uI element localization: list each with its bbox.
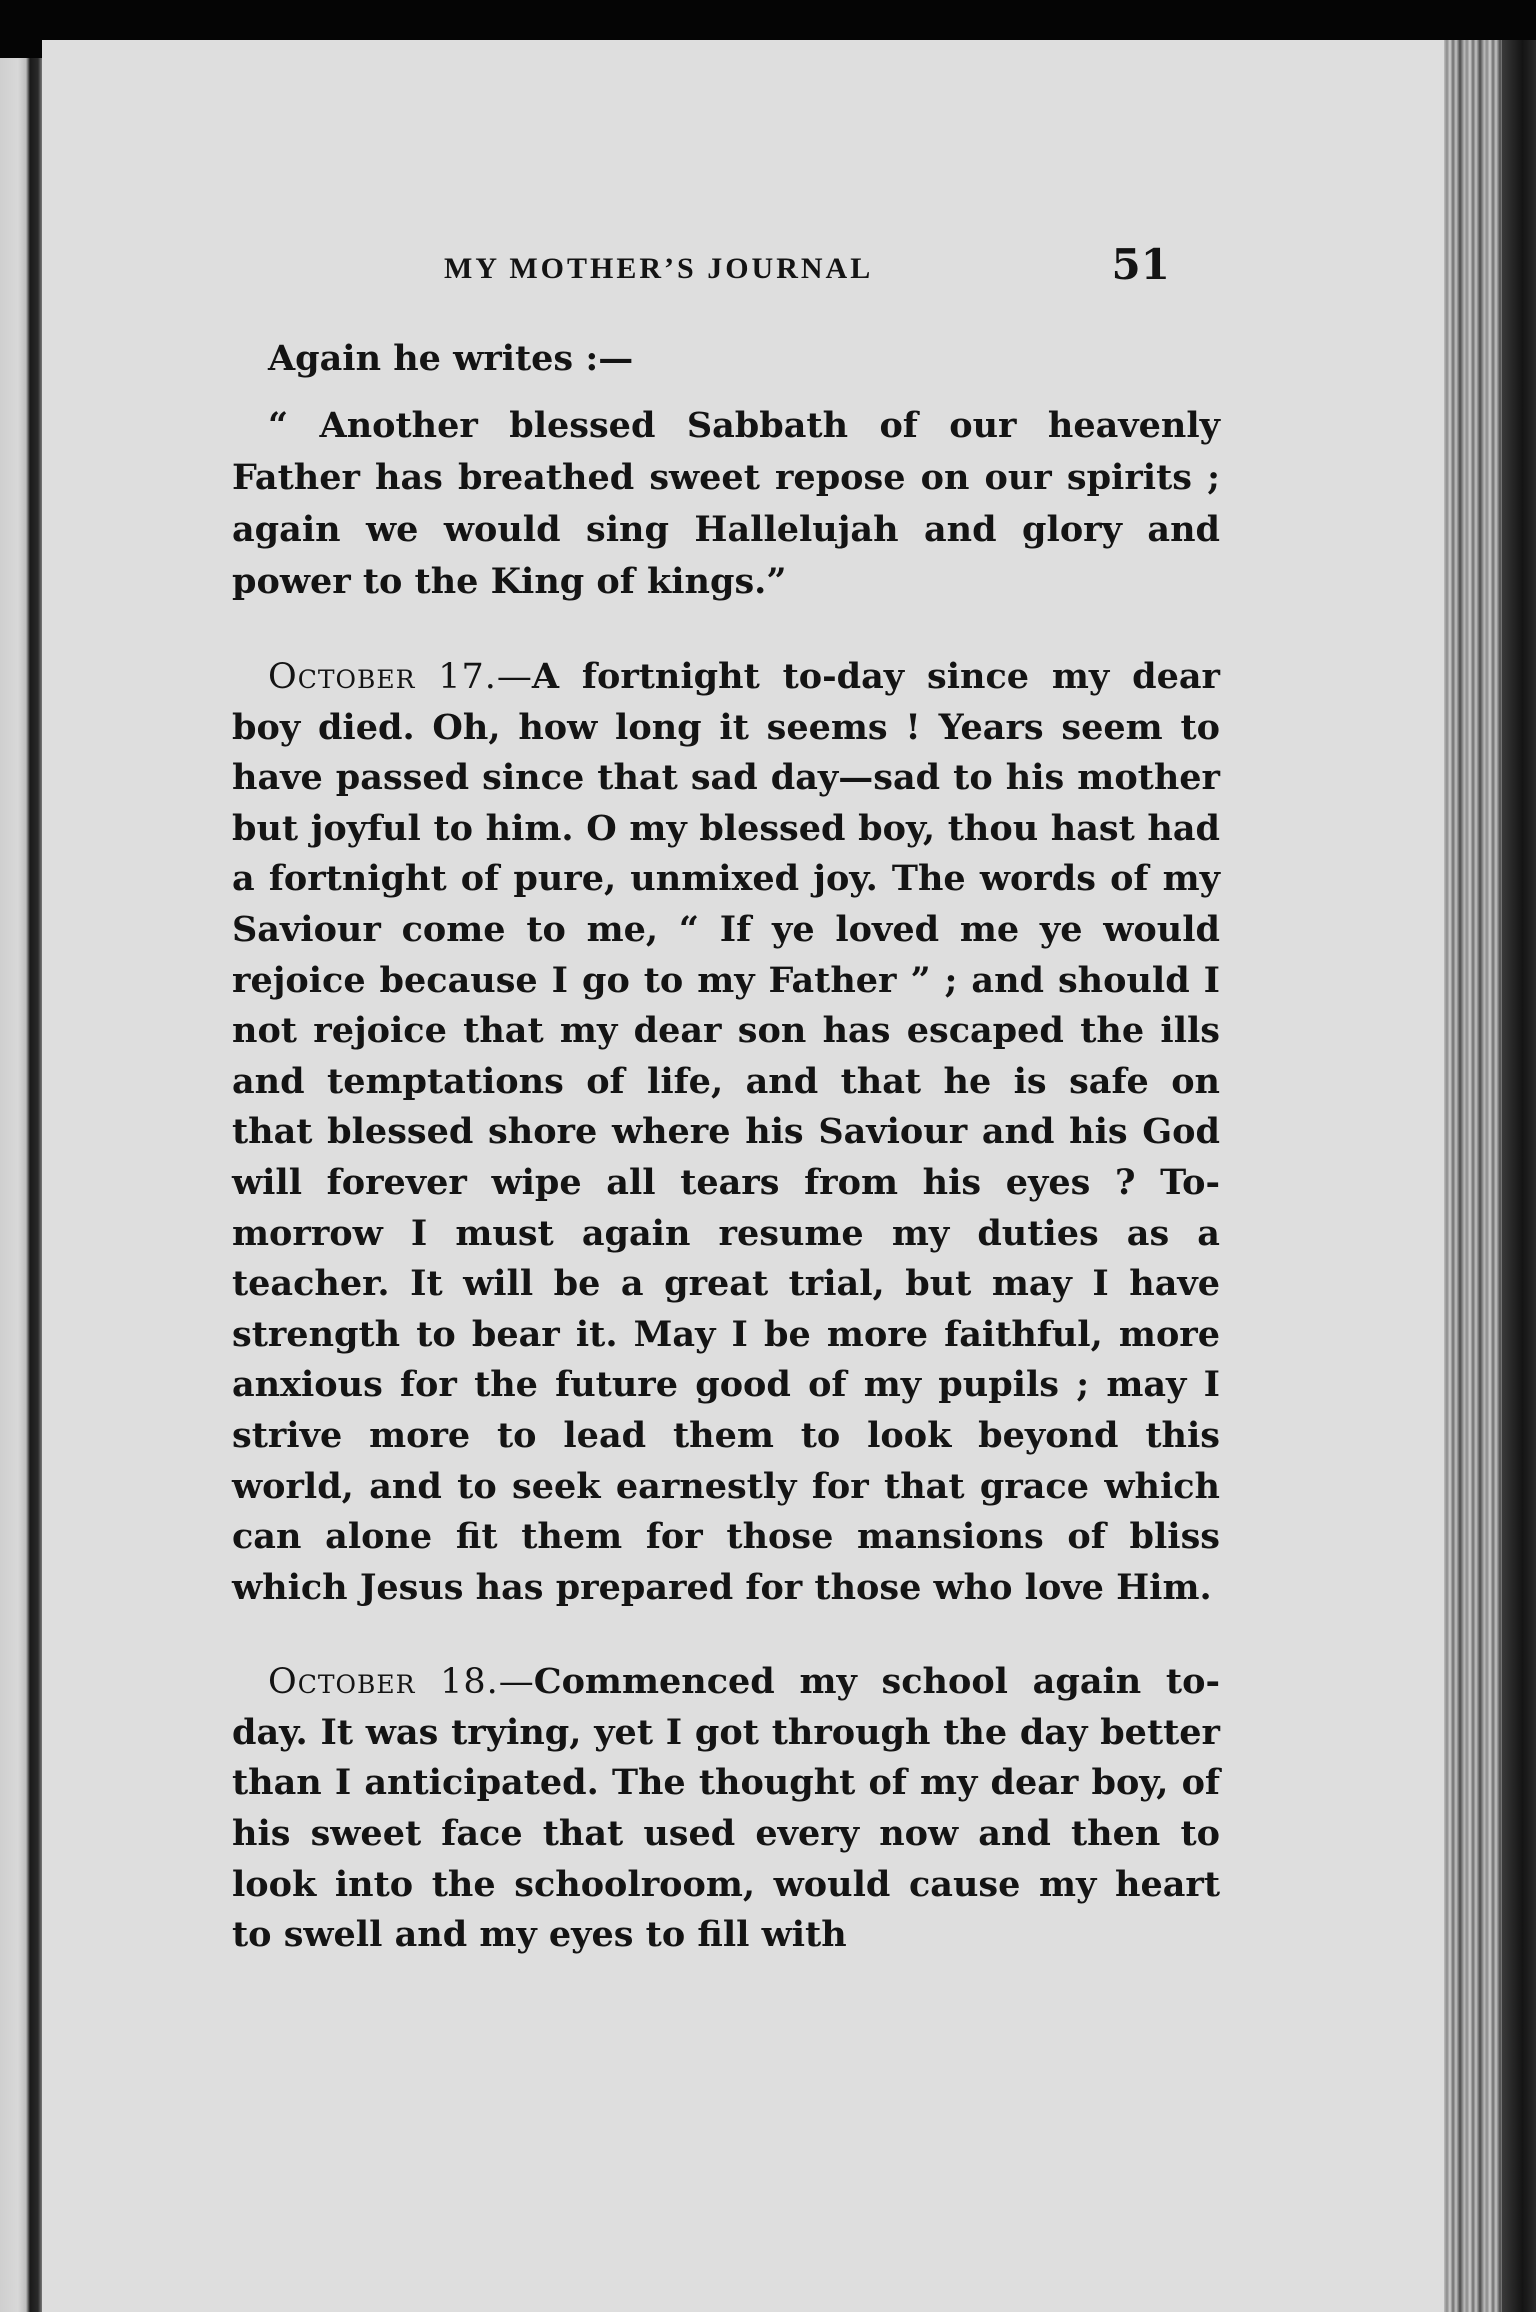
page-number: 51: [1111, 240, 1170, 289]
intro-line: Again he writes :—: [268, 338, 634, 379]
entry-separator: —: [496, 657, 532, 697]
entry-date: October 18.: [268, 1662, 499, 1703]
journal-entry-october-17: [232, 652, 1220, 1613]
entry-text: A fortnight to-day since my dear boy died. Oh, how long it seems ! Years seem to have passed since that sad day—sad to his mother but joyful to him. O my blessed boy, thou hast had a fortnight of pure, unmixed joy. The words of my Saviour come to me, “ If ye loved me ye would rejoice because I go to my Father ” ; and should I not rejoice that my dear son has escaped the ills and temptations of life, and that he is safe on that blessed shore where his Saviour and his God will forever wipe all tears from his eyes ? To-morrow I must again resume my duties as a teacher. It will be a great trial, but may I have strength to bear it. May I be more faithful, more anxious for the future good of my pupils ; may I strive more to lead them to look beyond this world, and to seek earnestly for that grace which can alone fit them for those mansions of bliss which Jesus has prepared for those who love Him.: [232, 656, 1220, 1608]
entry-separator: —: [498, 1662, 534, 1703]
scan-border-top: [0, 0, 1536, 42]
running-header: [232, 240, 1220, 310]
entry-text: Commenced my school again to-day. It was trying, yet I got through the day better than I anticipated. The thought of my dear boy, of his sweet face that used every now and then to look into the schoolroom, would cause my heart to swell and my eyes to fill with: [232, 1661, 1220, 1956]
entry-date: October 17.: [268, 657, 497, 697]
journal-entry-october-18: [232, 1657, 1220, 1961]
running-title: MY MOTHER’S JOURNAL: [444, 252, 874, 285]
book-spine-edge: [1444, 40, 1536, 2312]
facing-page-edge: [0, 58, 42, 2312]
page-text-block: [232, 240, 1220, 1961]
quoted-passage: “ Another blessed Sabbath of our heavenly Father has breathed sweet repose on our spirits ; again we would sing Hallelujah and glory and power to the King of kings.”: [232, 405, 1220, 602]
